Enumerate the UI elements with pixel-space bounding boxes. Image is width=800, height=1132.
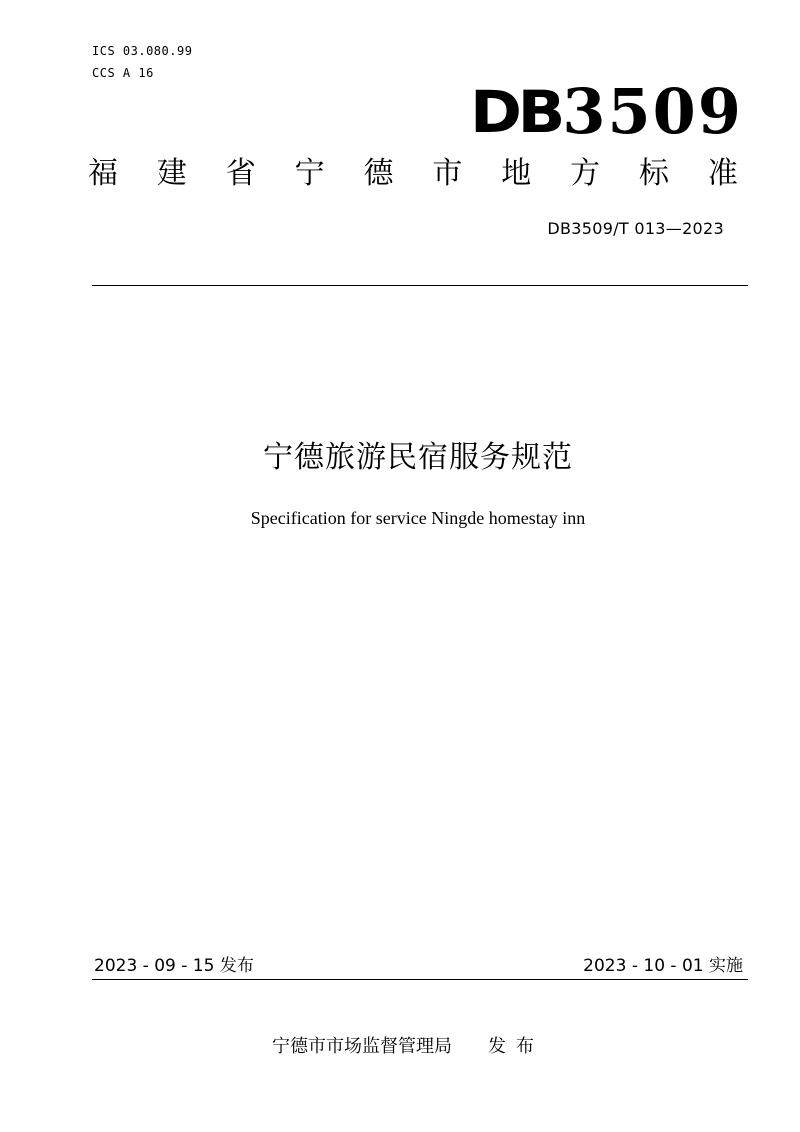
standard-type-char: 建: [156, 156, 187, 191]
publisher-name: 宁德市市场监督管理局: [272, 1036, 452, 1057]
top-divider: [92, 285, 748, 286]
bottom-divider: [92, 979, 748, 980]
document-title: 宁德旅游民宿服务规范: [263, 440, 573, 475]
standard-type-char: 地: [501, 156, 532, 191]
standard-type-char: 德: [363, 156, 394, 191]
publisher-line: [272, 1032, 544, 1062]
document-title-english: Specification for service Ningde homestay inn: [250, 508, 586, 528]
issue-date: 2023 - 09 - 15 发布: [94, 956, 254, 976]
standard-type-char: 标: [639, 156, 669, 191]
ics-code: ICS 03.080.99: [92, 44, 193, 58]
standard-type-char: 准: [707, 156, 738, 191]
standard-type-char: 宁: [294, 156, 325, 191]
classification-block: [92, 40, 192, 84]
standard-mark-number: 3509: [562, 75, 743, 148]
standard-type-heading: [88, 150, 738, 198]
standard-mark: [470, 75, 743, 148]
standard-type-char: 市: [432, 156, 463, 191]
standard-code: DB3509/T 013—2023: [547, 219, 724, 238]
ccs-code: CCS A 16: [92, 66, 154, 80]
standard-type-char: 福: [88, 156, 118, 191]
standard-mark-prefix: DB: [470, 78, 562, 146]
standard-type-char: 省: [225, 156, 256, 191]
publish-verb: 发布: [488, 1036, 544, 1057]
standard-type-char: 方: [570, 156, 601, 191]
implementation-date: 2023 - 10 - 01 实施: [583, 956, 743, 976]
